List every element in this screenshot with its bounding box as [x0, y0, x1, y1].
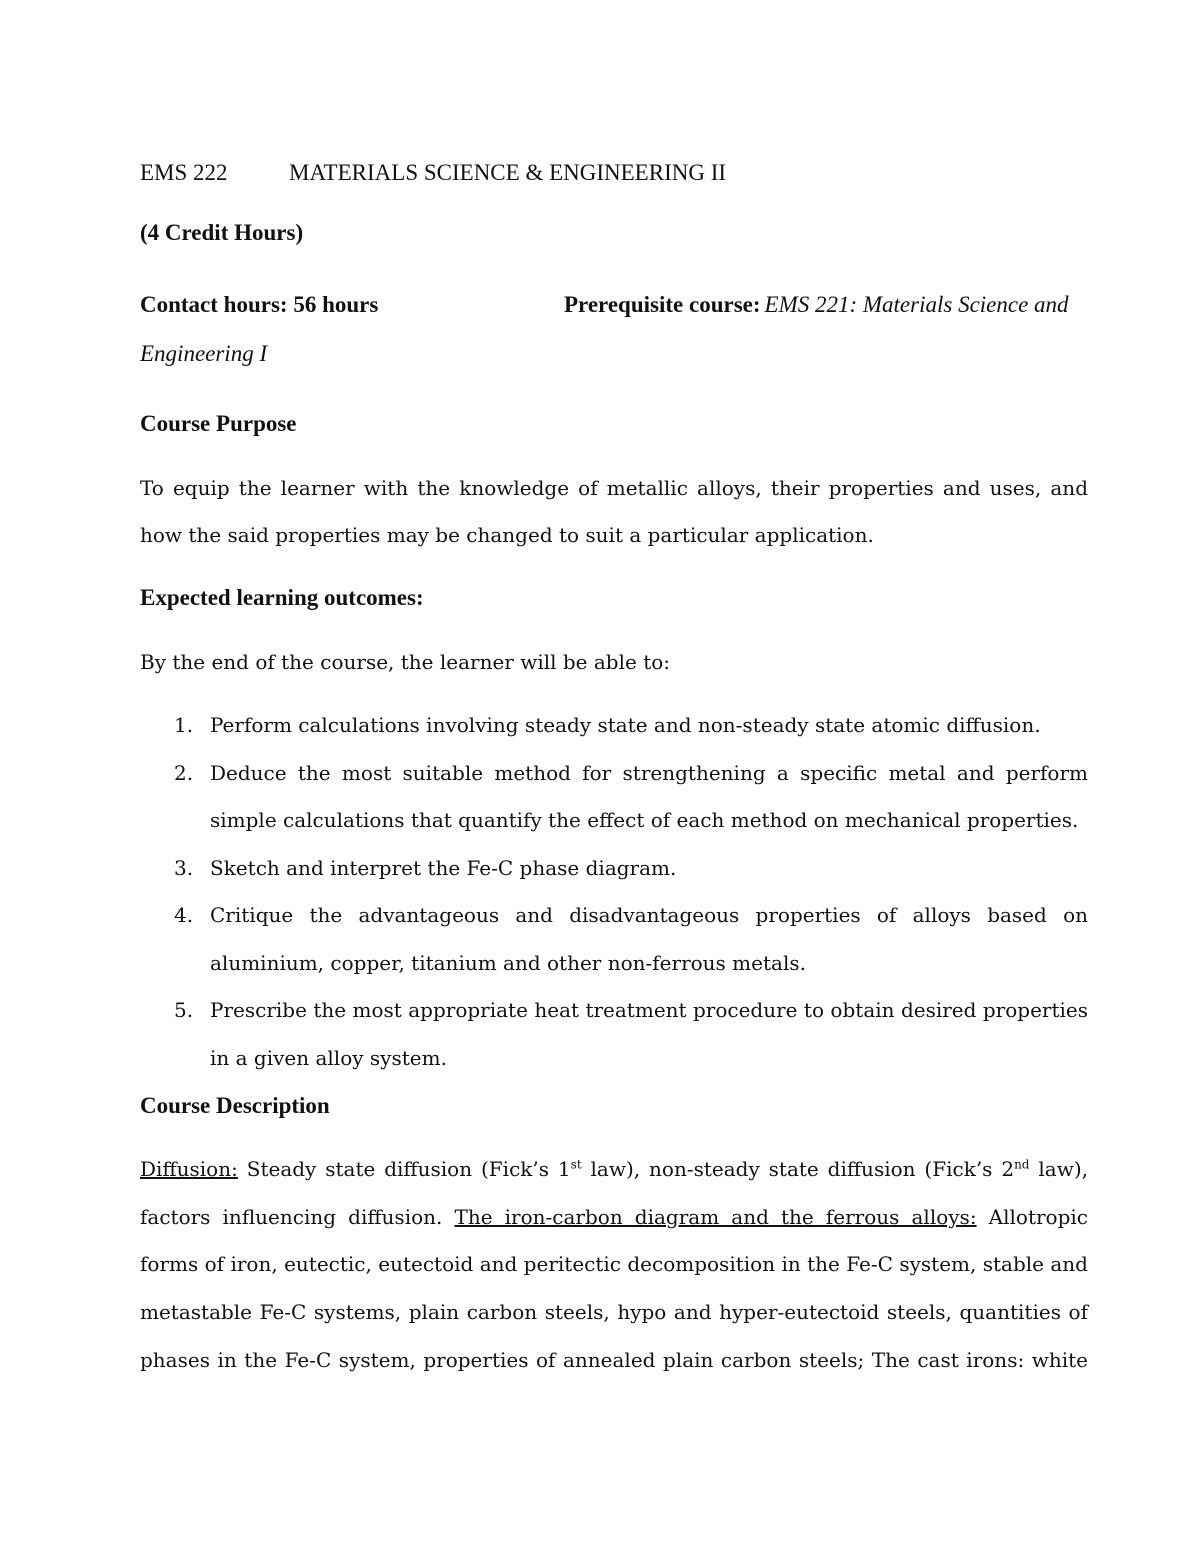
outcome-item: Prescribe the most appropriate heat treatment procedure to obtain desired properties — [210, 998, 1088, 1022]
prerequisite-label: Prerequisite course: — [564, 292, 761, 317]
outcome-number: 1. — [174, 713, 194, 737]
superscript: st — [570, 1157, 582, 1172]
description-line-5: phases in the Fe-C system, properties of annealed plain carbon steels; The cast irons: white — [140, 1348, 1088, 1372]
outcome-item: Sketch and interpret the Fe-C phase diagram. — [210, 856, 677, 880]
description-text: law), — [1029, 1157, 1088, 1181]
outcome-item: Deduce the most suitable method for strengthening a specific metal and perform — [210, 761, 1088, 785]
prerequisite-line — [564, 292, 1069, 318]
outcomes-intro: By the end of the course, the learner will be able to: — [140, 650, 671, 674]
description-line-2 — [140, 1205, 1088, 1229]
description-text: Steady state diffusion (Fick’s 1 — [237, 1157, 571, 1181]
description-line-3: forms of iron, eutectic, eutectoid and peritectic decomposition in the Fe-C system, stable and — [140, 1252, 1088, 1276]
outcome-number: 4. — [174, 903, 194, 927]
outcome-number: 2. — [174, 761, 194, 785]
outcome-item-cont: in a given alloy system. — [210, 1046, 447, 1070]
outcome-item: Critique the advantageous and disadvantageous properties of alloys based on — [210, 903, 1088, 927]
description-line-4: metastable Fe-C systems, plain carbon steels, hypo and hyper-eutectoid steels, quantities of — [140, 1300, 1088, 1324]
prerequisite-value-cont: Engineering I — [140, 341, 268, 366]
contact-hours: Contact hours: 56 hours — [140, 292, 379, 317]
description-line-1 — [140, 1157, 1088, 1181]
outcome-number: 5. — [174, 998, 194, 1022]
outcomes-heading: Expected learning outcomes: — [140, 585, 424, 610]
purpose-text-line-1: To equip the learner with the knowledge of metallic alloys, their properties and uses, and — [140, 476, 1088, 500]
purpose-text-line-2: how the said properties may be changed to suit a particular application. — [140, 523, 874, 547]
outcome-item: Perform calculations involving steady state and non-steady state atomic diffusion. — [210, 713, 1041, 737]
outcome-number: 3. — [174, 856, 194, 880]
superscript: nd — [1014, 1157, 1030, 1172]
document-page — [140, 0, 1090, 1553]
prerequisite-value: EMS 221: Materials Science and — [764, 292, 1069, 317]
outcome-item-cont: simple calculations that quantify the effect of each method on mechanical properties. — [210, 808, 1079, 832]
description-text: factors influencing diffusion. — [140, 1205, 455, 1229]
description-heading: Course Description — [140, 1093, 330, 1118]
course-code: EMS 222 — [140, 160, 228, 185]
topic-iron-carbon: The iron-carbon diagram and the ferrous alloys: — [454, 1205, 977, 1229]
course-title-line — [140, 160, 726, 186]
outcome-item-cont: aluminium, copper, titanium and other non-ferrous metals. — [210, 951, 806, 975]
course-title: MATERIALS SCIENCE & ENGINEERING II — [289, 160, 727, 185]
description-text: Allotropic — [976, 1205, 1089, 1229]
topic-diffusion: Diffusion: — [140, 1157, 238, 1181]
description-text: law), non-steady state diffusion (Fick’s 2 — [581, 1157, 1015, 1181]
purpose-heading: Course Purpose — [140, 411, 297, 436]
credit-hours: (4 Credit Hours) — [140, 220, 304, 245]
